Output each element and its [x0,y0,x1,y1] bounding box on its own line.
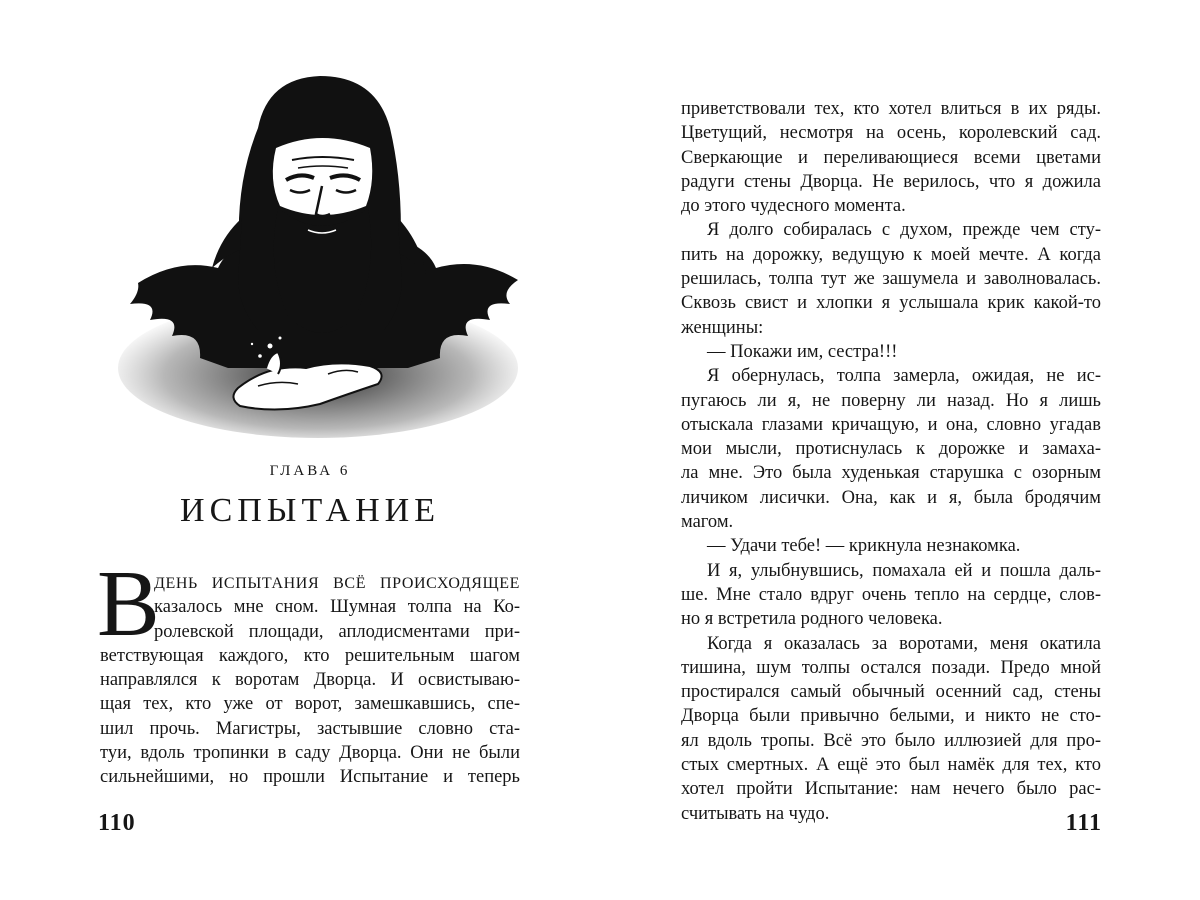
text-line: И я, улыбнувшись, помахала ей и пошла даль- [707,560,1101,581]
right-page [600,0,1200,900]
page-number-right: 111 [1065,810,1102,836]
chapter-title: ИСПЫТАНИЕ [180,492,440,529]
drop-cap: В [97,552,160,656]
text-line: Сверкающие и переливающиеся всеми цветами [681,147,1101,168]
chapter-number: ГЛАВА 6 [269,463,351,479]
text-line: Я долго собиралась с духом, прежде чем сту- [707,220,1101,241]
text-line: женщины: [681,317,764,338]
text-line: казалось мне сном. Шумная толпа на Ко- [154,597,520,618]
text-line: ролевской площади, аплодисментами при- [154,621,520,642]
text-line: Когда я оказалась за воротами, меня окатила [707,633,1101,654]
text-line [100,571,520,595]
text-line: но я встретила родного человека. [681,609,943,630]
text-line: — Покажи им, сестра!!! [707,341,898,362]
text-line: пить на дорожку, ведущую к моей мечте. А когда [681,244,1101,265]
text-line: ше. Мне стало вдруг очень тепло на сердце, слов- [681,584,1101,605]
text-line: Цветущий, несмотря на осень, королевский сад. [681,123,1101,144]
text-line: считывать на чудо. [681,803,830,824]
text-line: стых смертных. А ещё это был намёк для тех, кто [681,755,1101,776]
text-line: хотел пройти Испытание: нам нечего было рас- [681,779,1101,800]
page-number-left: 110 [98,810,136,836]
text-line: туи, вдоль тропинки в саду Дворца. Они не были [100,743,520,764]
text-line: ветствующая каждого, кто решительным шагом [100,645,520,666]
text-line: Сквозь свист и хлопки я услышала крик какой-то [681,293,1101,314]
left-page-text [100,571,520,790]
text-line: направлялся к воротам Дворца. И освистываю- [100,670,520,691]
text-line: до этого чудесного момента. [681,196,906,217]
text-line: личиком лисички. Она, как и я, была бродячим [681,487,1101,508]
text-line: Я обернулась, толпа замерла, ожидая, не ис- [707,366,1101,387]
text-line: ял вдоль тропы. Всё это было иллюзией для про- [681,730,1101,751]
text-line: шил прочь. Магистры, застывшие словно ста- [100,718,520,739]
text-line: решилась, толпа тут же зашумела и заволновалась. [681,269,1101,290]
text-line: — Удачи тебе! — крикнула незнакомка. [707,536,1021,557]
text-line: сильнейшими, но прошли Испытание и теперь [100,767,520,788]
text-line: отыскала глазами кричащую, и она, словно угадав [681,414,1101,435]
text-line: пугаюсь ли я, не поверну ли назад. Но я лишь [681,390,1101,411]
text-line: Дворца были привычно белыми, и никто не сто- [681,706,1101,727]
right-page-text [681,97,1101,826]
bearded-man-illustration [108,68,538,448]
smallcaps-opening: ДЕНЬ ИСПЫТАНИЯ ВСЁ ПРОИСХОДЯЩЕЕ [154,575,520,592]
text-line: ла мне. Это была худенькая старушка с озорным [681,463,1101,484]
text-line: приветствовали тех, кто хотел влиться в их ряды. [681,99,1101,119]
text-line: щая тех, кто уже от ворот, замешкавшись, спе- [100,694,520,715]
text-line: радуги стены Дворца. Не верилось, что я дожила [681,171,1101,192]
text-line: тишина, шум толпы остался позади. Предо мной [681,657,1101,678]
text-line: магом. [681,512,734,533]
text-line: мои мысли, протиснулась к дорожке и замаха- [681,439,1101,460]
text-line: простирался самый обычный осенний сад, стены [681,682,1101,703]
